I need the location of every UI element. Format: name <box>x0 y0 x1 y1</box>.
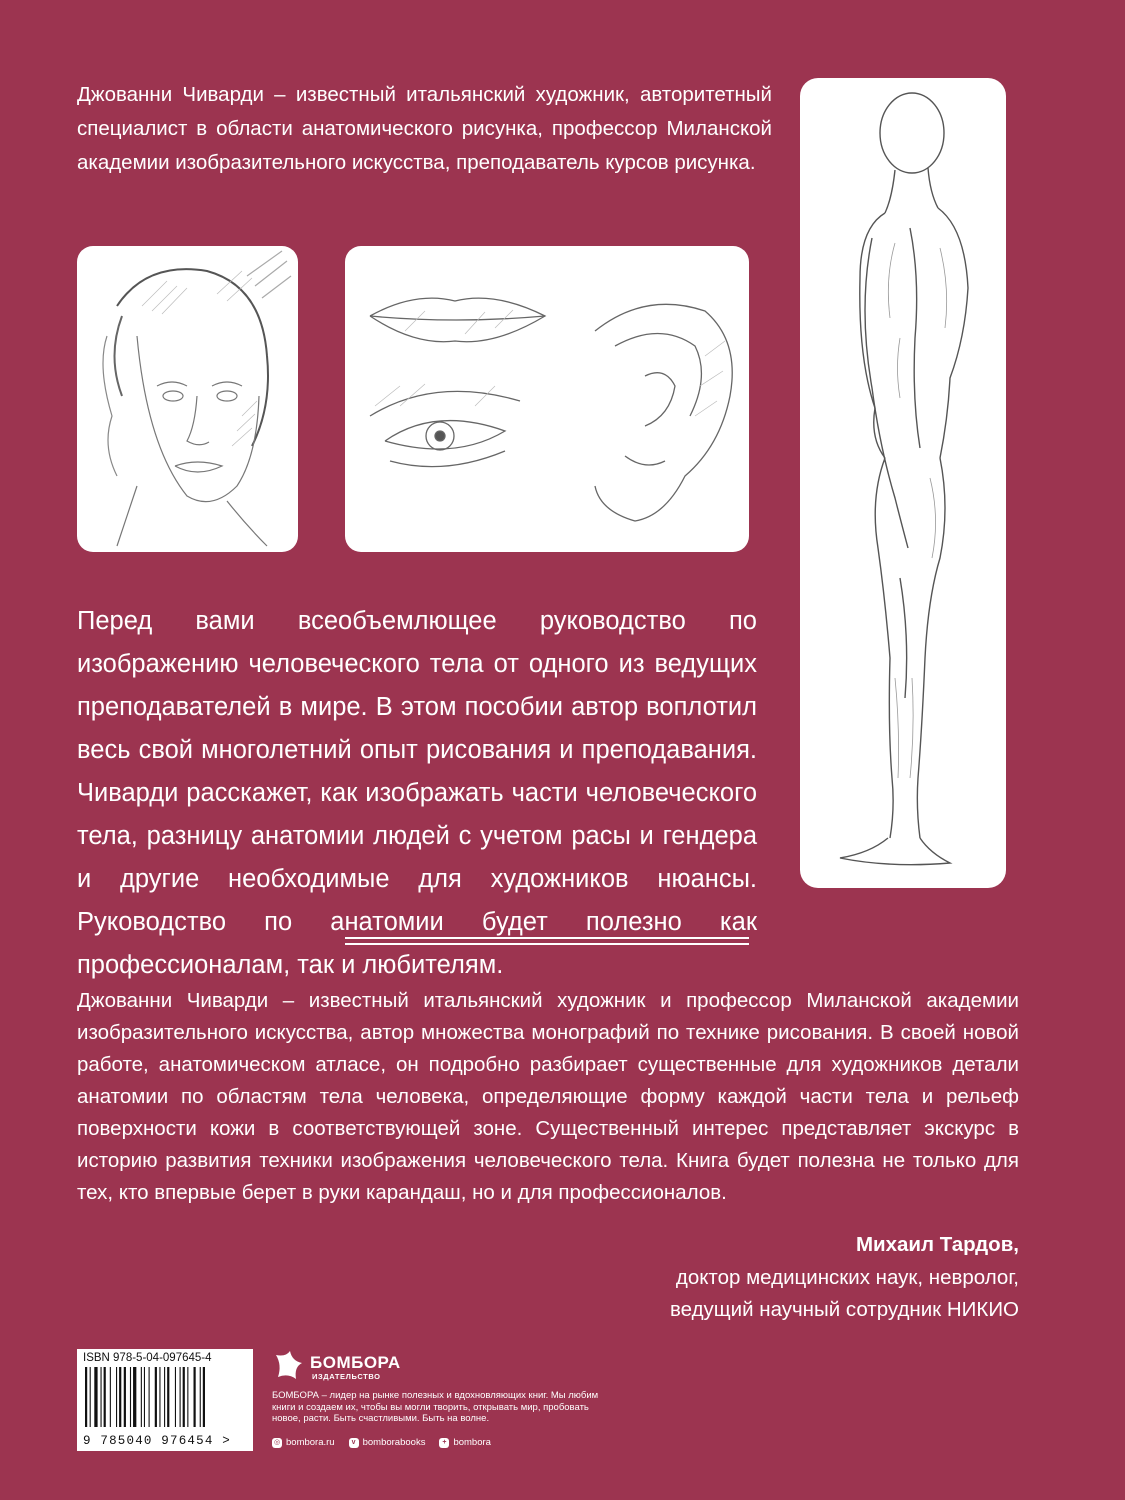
barcode-bar <box>141 1367 142 1427</box>
barcode-bar <box>116 1367 117 1427</box>
portrait-sketch-image <box>77 246 298 552</box>
social-link[interactable]: + bombora <box>439 1437 491 1448</box>
barcode-bar <box>130 1367 131 1427</box>
barcode-bar <box>101 1367 102 1427</box>
barcode-bar <box>85 1367 87 1427</box>
barcode-bar <box>155 1367 157 1427</box>
facial-features-sketch-image <box>345 246 749 552</box>
isbn-number: ISBN 978-5-04-097645-4 <box>83 1352 212 1364</box>
globe-icon: ◎ <box>273 1438 281 1446</box>
expert-review: Джованни Чиварди – известный итальянский художник и профессор Миланской академии изобразительного искусства, автор множества монографий по технике рисования. В своей новой работе, анатомическом атласе, он подробно разбирает существенные для художников детали анатомии по областям тела человека, определяющие форму каждой части тела и рельеф поверхности кожи в соответствующей зоне. Существенный интерес представляет экскурс в историю развития техники изображения человеческого тела. Книга будет полезна не только для тех, кто впервые берет в руки карандаш, но и для профессионалов. <box>77 989 1019 1204</box>
barcode-bar <box>167 1367 169 1427</box>
publisher-name: БОМБОРА <box>310 1353 401 1372</box>
vk-link[interactable]: v bomborabooks <box>349 1437 426 1448</box>
divider-top-line <box>345 937 749 939</box>
barcode-bar <box>159 1367 160 1427</box>
barcode-bar <box>124 1367 126 1427</box>
publisher-socials <box>272 1437 491 1448</box>
publisher-logo <box>272 1345 412 1385</box>
barcode-bar <box>200 1367 201 1427</box>
barcode-bar <box>164 1367 165 1427</box>
book-description: Перед вами всеобъемлющее руководство по изображению человеческого тела от одного из ведущих преподавателей в мире. В этом пособии автор воплотил весь свой многолетний опыт рисования и преподавания. Чиварди расскажет, как изображать части человеческого тела, разницу анатомии людей с учетом расы и гендера и другие необходимые для художников нюансы. Руководство по анатомии будет полезно как профессионалам, так и любителям. <box>77 607 757 979</box>
barcode-bar <box>183 1367 185 1427</box>
barcode-bar <box>133 1367 136 1427</box>
barcode-bar <box>194 1367 196 1427</box>
author-intro: Джованни Чиварди – известный итальянский художник, авторитетный специалист в области анатомического рисунка, профессор Миланской академии изобразительного искусства, преподаватель курсов рисунка. <box>77 83 772 174</box>
isbn-barcode <box>77 1349 253 1451</box>
wave-logo-icon <box>272 1347 306 1383</box>
reviewer-position: ведущий научный сотрудник НИКИО <box>669 1298 1019 1321</box>
barcode-bar <box>203 1367 205 1427</box>
telegram-icon: + <box>439 1438 449 1448</box>
barcode-bar <box>110 1367 111 1427</box>
barcode-bar <box>144 1367 145 1427</box>
reviewer-title: доктор медицинских наук, невролог, <box>675 1266 1019 1289</box>
barcode-bar <box>187 1367 188 1427</box>
reviewer-name: Михаил Тардов, <box>855 1233 1019 1256</box>
website-link[interactable]: ◎ bombora.ru <box>273 1437 335 1448</box>
barcode-bar <box>104 1367 106 1427</box>
barcode-bar <box>119 1367 121 1427</box>
vk-icon: v <box>349 1438 359 1448</box>
barcode-bar <box>149 1367 150 1427</box>
divider-bottom-line <box>345 943 749 945</box>
publisher-subtitle: ИЗДАТЕЛЬСТВО <box>312 1372 381 1381</box>
barcode-bar <box>90 1367 91 1427</box>
barcode-bar <box>180 1367 181 1427</box>
barcode-digits: 9 785040 976454 > <box>83 1434 231 1448</box>
barcode-bar <box>175 1367 176 1427</box>
barcode-bar <box>94 1367 97 1427</box>
anatomy-figure-sketch-image <box>800 78 1006 888</box>
barcode-bars <box>85 1367 245 1431</box>
publisher-blurb: БОМБОРА – лидер на рынке полезных и вдохновляющих книг. Мы любим книги и создаем их, чтобы вы могли творить, открывать мир, пробовать новое, расти. Быть счастливыми. Быть на волне. <box>272 1390 599 1424</box>
